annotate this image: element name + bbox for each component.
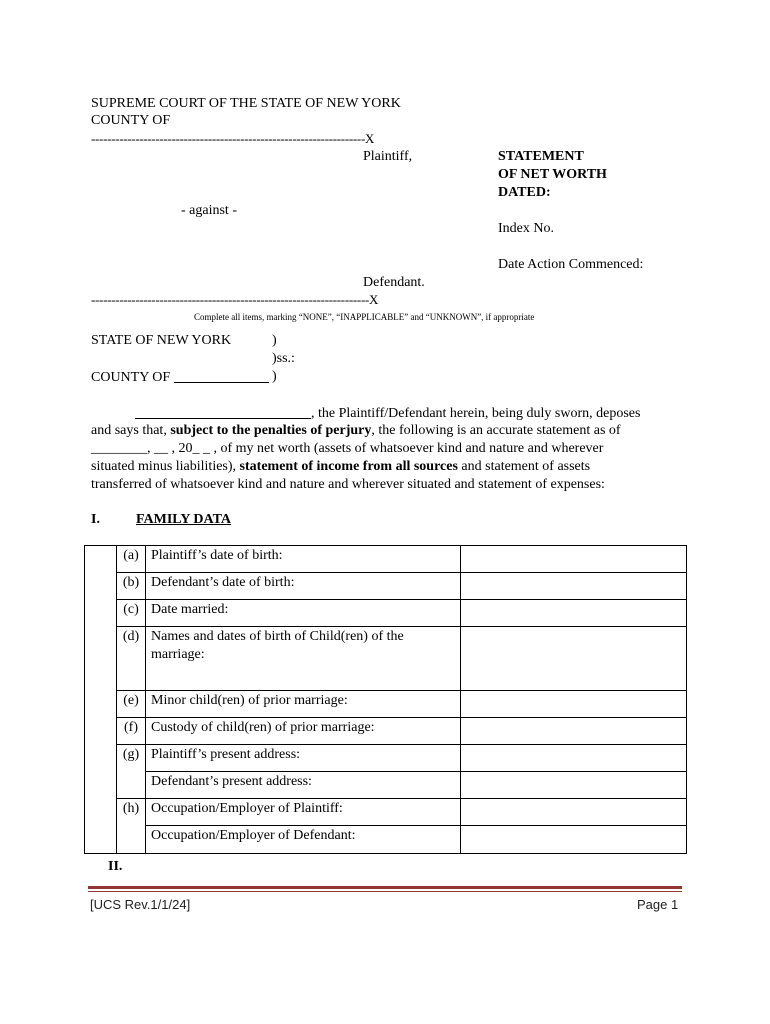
court-title: SUPREME COURT OF THE STATE OF NEW YORK [91, 96, 401, 111]
table-row [85, 573, 687, 600]
plaintiff-dob-field[interactable] [461, 546, 687, 573]
statement-title-line2: OF NET WORTH [498, 167, 607, 182]
oath-text-2a: and says that, [91, 423, 171, 438]
footer-rule-thick [88, 886, 682, 889]
date-married-field[interactable] [461, 600, 687, 627]
section-2-numeral: II. [108, 859, 123, 874]
row-label: Names and dates of birth of Child(ren) of the marriage: [146, 627, 461, 691]
row-letter: (e) [117, 691, 146, 718]
oath-line-2 [91, 422, 621, 440]
statement-dated-label: DATED: [498, 185, 551, 200]
row-gutter [85, 573, 117, 600]
row-label: Custody of child(ren) of prior marriage: [146, 718, 461, 745]
row-letter: (h) [117, 799, 146, 826]
row-letter: (g) [117, 745, 146, 772]
minor-children-prior-field[interactable] [461, 691, 687, 718]
table-row [85, 627, 687, 691]
custody-prior-field[interactable] [461, 718, 687, 745]
venue-county-label: COUNTY OF [91, 370, 171, 385]
row-gutter [85, 772, 117, 799]
venue-county [91, 368, 269, 387]
row-letter: (b) [117, 573, 146, 600]
row-letter: (c) [117, 600, 146, 627]
row-label: Plaintiff’s present address: [146, 745, 461, 772]
row-letter [117, 826, 146, 854]
defendant-occupation-field[interactable] [461, 826, 687, 854]
county-blank [174, 368, 269, 383]
row-label: Defendant’s present address: [146, 772, 461, 799]
oath-text-4a: situated minus liabilities), [91, 459, 240, 474]
table-row [85, 799, 687, 826]
row-letter [117, 772, 146, 799]
table-row [85, 691, 687, 718]
row-label: Occupation/Employer of Defendant: [146, 826, 461, 854]
venue-ss: )ss.: [272, 351, 295, 366]
oath-line-4 [91, 458, 590, 476]
revision-label: [UCS Rev.1/1/24] [90, 897, 191, 912]
caption-divider-bottom: ---------------------------------------------------------------------X [91, 292, 379, 307]
family-data-table [84, 545, 687, 854]
row-letter: (f) [117, 718, 146, 745]
row-gutter [85, 826, 117, 854]
section-1-numeral: I. [91, 512, 100, 527]
row-letter: (a) [117, 546, 146, 573]
row-gutter [85, 799, 117, 826]
index-no-label: Index No. [498, 221, 554, 236]
instructions-note: Complete all items, marking “NONE”, “INAPPLICABLE” and “UNKNOWN”, if appropriate [194, 312, 535, 322]
defendant-label: Defendant. [363, 275, 425, 290]
row-label: Plaintiff’s date of birth: [146, 546, 461, 573]
row-label: Date married: [146, 600, 461, 627]
oath-line-3: ________, __ , 20_ _ , of my net worth (assets of whatsoever kind and nature and wherever [91, 441, 604, 456]
footer-rule-thin [88, 891, 682, 892]
affiant-name-blank [135, 404, 311, 419]
venue-paren-1: ) [272, 333, 277, 348]
row-label: Defendant’s date of birth: [146, 573, 461, 600]
oath-text-1: , the Plaintiff/Defendant herein, being duly sworn, deposes [311, 406, 641, 421]
row-gutter [85, 600, 117, 627]
row-gutter [85, 627, 117, 691]
row-gutter [85, 546, 117, 573]
date-action-commenced-label: Date Action Commenced: [498, 257, 644, 272]
statement-title-line1: STATEMENT [498, 149, 584, 164]
defendant-address-field[interactable] [461, 772, 687, 799]
children-field[interactable] [461, 627, 687, 691]
plaintiff-occupation-field[interactable] [461, 799, 687, 826]
row-label: Occupation/Employer of Plaintiff: [146, 799, 461, 826]
county-line: COUNTY OF [91, 113, 171, 128]
row-letter: (d) [117, 627, 146, 691]
table-row [85, 546, 687, 573]
against-label: - against - [181, 203, 237, 218]
defendant-dob-field[interactable] [461, 573, 687, 600]
page-number: Page 1 [637, 897, 679, 912]
table-row [85, 600, 687, 627]
row-gutter [85, 745, 117, 772]
row-gutter [85, 691, 117, 718]
section-1-title: FAMILY DATA [136, 512, 232, 527]
oath-line-1 [135, 404, 640, 423]
oath-line-5: transferred of whatsoever kind and nature and wherever situated and statement of expenses: [91, 477, 605, 492]
venue-paren-3: ) [272, 369, 277, 384]
plaintiff-address-field[interactable] [461, 745, 687, 772]
venue-state: STATE OF NEW YORK [91, 333, 232, 348]
row-label: Minor child(ren) of prior marriage: [146, 691, 461, 718]
table-row [85, 718, 687, 745]
table-row [85, 826, 687, 854]
oath-text-2c: , the following is an accurate statement as of [371, 423, 621, 438]
perjury-clause: subject to the penalties of perjury [170, 423, 372, 438]
table-row [85, 772, 687, 799]
caption-divider-top: --------------------------------------------------------------------X [91, 131, 375, 146]
income-clause: statement of income from all sources [239, 459, 458, 474]
oath-text-4c: and statement of assets [457, 459, 591, 474]
plaintiff-label: Plaintiff, [363, 149, 413, 164]
row-gutter [85, 718, 117, 745]
table-row [85, 745, 687, 772]
